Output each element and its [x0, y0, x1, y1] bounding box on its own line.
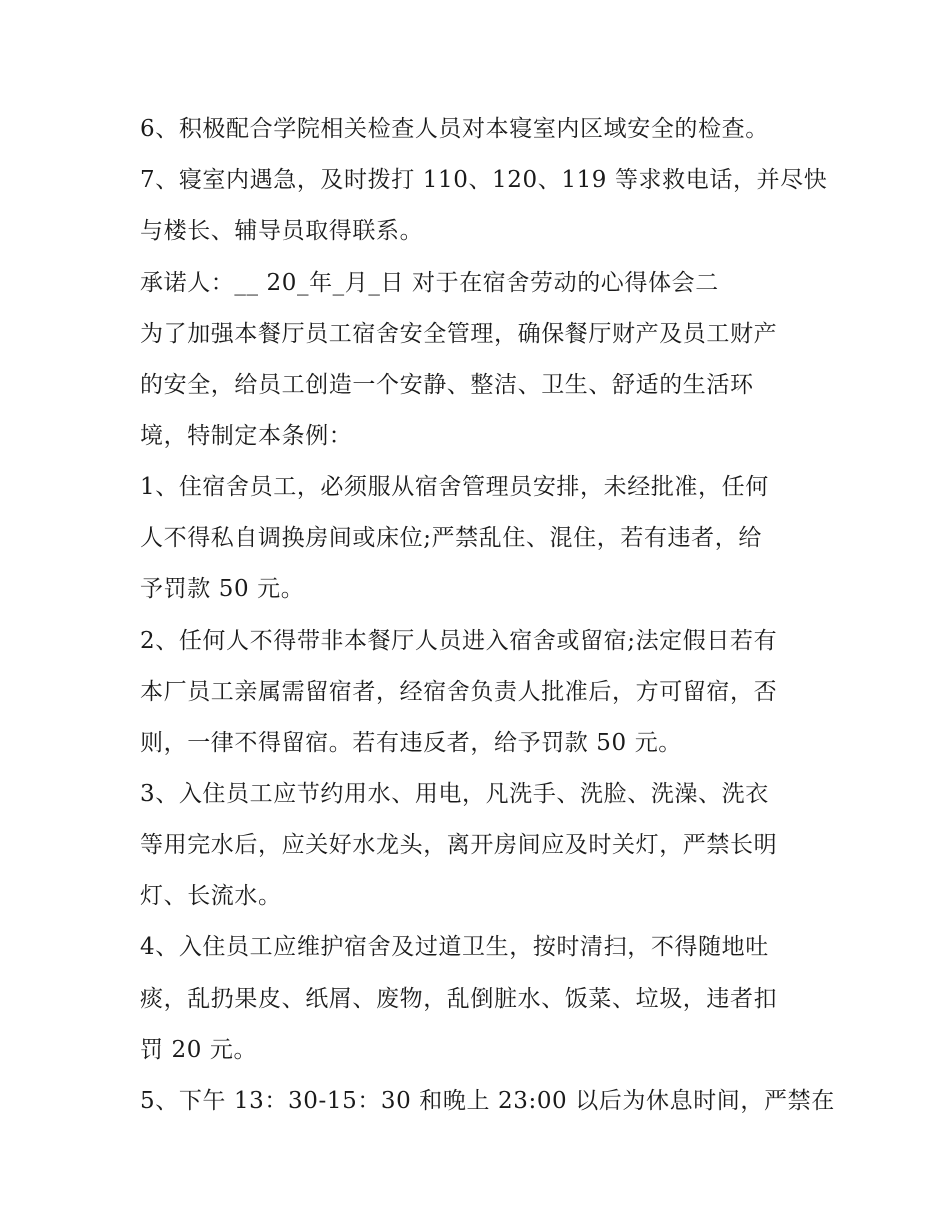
text-line: 5、下午 13：30-15：30 和晚上 23:00 以后为休息时间，严禁在	[140, 1088, 835, 1114]
text-line: 痰，乱扔果皮、纸屑、废物，乱倒脏水、饭菜、垃圾，违者扣	[140, 986, 778, 1012]
text-line: 为了加强本餐厅员工宿舍安全管理，确保餐厅财产及员工财产	[140, 321, 778, 347]
text-line: 4、入住员工应维护宿舍及过道卫生，按时清扫，不得随地吐	[140, 934, 769, 960]
text-line: 则，一律不得留宿。若有违反者，给予罚款 50 元。	[140, 730, 682, 756]
text-line: 予罚款 50 元。	[140, 576, 305, 602]
text-line: 的安全，给员工创造一个安静、整洁、卫生、舒适的生活环	[140, 372, 754, 398]
text-line: 6、积极配合学院相关检查人员对本寝室内区域安全的检查。	[140, 116, 769, 142]
text-line: 1、住宿舍员工，必须服从宿舍管理员安排，未经批准，任何	[140, 474, 769, 500]
text-line: 罚 20 元。	[140, 1037, 258, 1063]
text-line: 人不得私自调换房间或床位;严禁乱住、混住，若有违者，给	[140, 525, 762, 551]
text-line: 与楼长、辅导员取得联系。	[140, 218, 424, 244]
text-line: 2、任何人不得带非本餐厅人员进入宿舍或留宿;法定假日若有	[140, 628, 778, 654]
text-line: 承诺人：__ 20_年_月_日 对于在宿舍劳动的心得体会二	[140, 270, 719, 296]
text-line: 等用完水后，应关好水龙头，离开房间应及时关灯，严禁长明	[140, 832, 778, 858]
text-line: 本厂员工亲属需留宿者，经宿舍负责人批准后，方可留宿，否	[140, 679, 778, 705]
text-line: 灯、长流水。	[140, 883, 282, 909]
text-line: 3、入住员工应节约用水、用电，凡洗手、洗脸、洗澡、洗衣	[140, 781, 769, 807]
text-line: 境，特制定本条例：	[140, 423, 353, 449]
text-line: 7、寝室内遇急，及时拨打 110、120、119 等求救电话，并尽快	[140, 167, 828, 193]
